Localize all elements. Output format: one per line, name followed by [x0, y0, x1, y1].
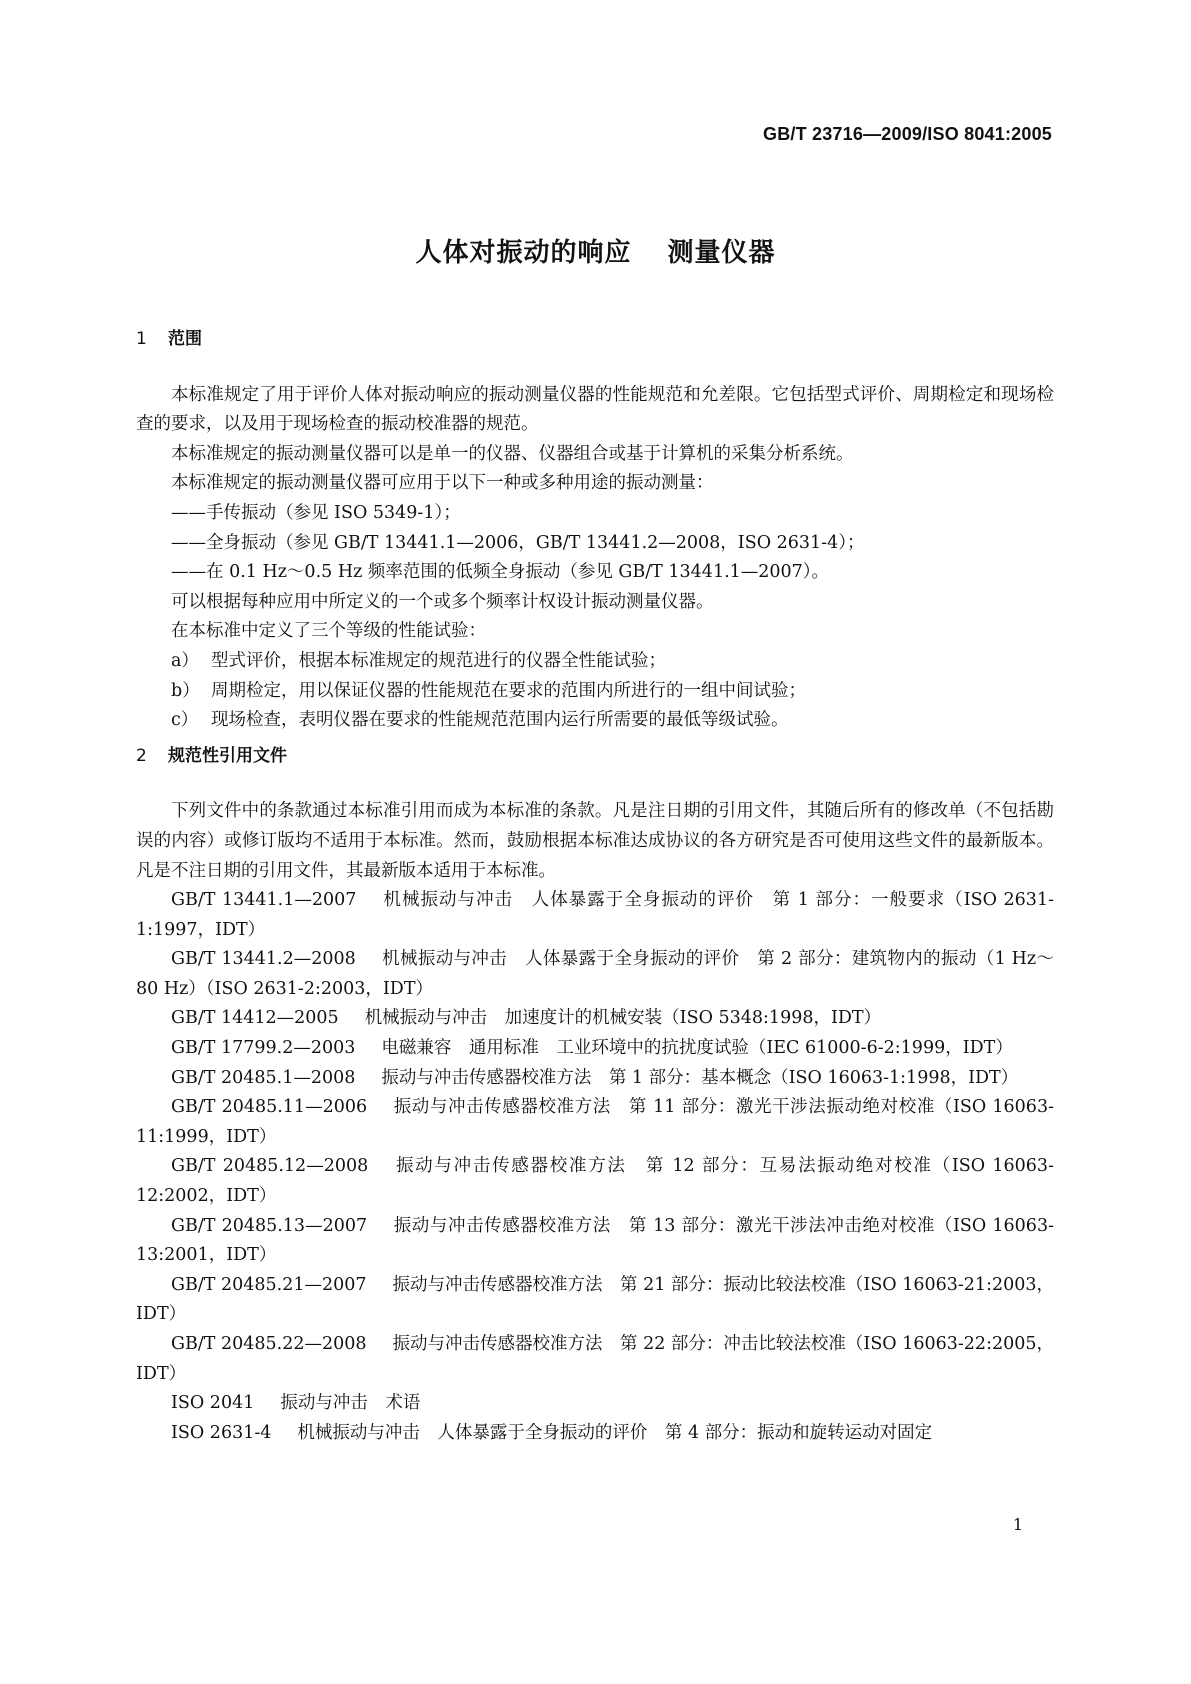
document-title: [0, 232, 1191, 269]
section-heading-scope: 1 范围: [136, 329, 202, 349]
reference-entry: GB/T 20485.22—2008 振动与冲击传感器校准方法 第 22 部分：冲击比较法校准（ISO 16063-22:2005，IDT）: [136, 1334, 1055, 1384]
document-body: [136, 325, 1054, 1448]
paragraph: 本标准规定的振动测量仪器可以是单一的仪器、仪器组合或基于计算机的采集分析系统。: [171, 443, 854, 464]
reference-entry: GB/T 20485.11—2006 振动与冲击传感器校准方法 第 11 部分：激光干涉法振动绝对校准（ISO 16063-11:1999，IDT）: [136, 1097, 1054, 1147]
title-part-1: 人体对振动的响应: [415, 238, 632, 268]
lettered-list-item: c） 现场检查，表明仪器在要求的性能规范范围内运行所需要的最低等级试验。: [171, 710, 789, 731]
reference-entry: GB/T 13441.1—2007 机械振动与冲击 人体暴露于全身振动的评价 第 1 部分：一般要求（ISO 2631-1:1997，IDT）: [136, 890, 1054, 940]
reference-entry: GB/T 20485.21—2007 振动与冲击传感器校准方法 第 21 部分：振动比较法校准（ISO 16063-21:2003，IDT）: [136, 1274, 1055, 1325]
reference-entry: ISO 2631-4 机械振动与冲击 人体暴露于全身振动的评价 第 4 部分：振动和旋转运动对固定: [171, 1422, 933, 1443]
paragraph: 本标准规定的振动测量仪器可应用于以下一种或多种用途的振动测量：: [171, 473, 714, 494]
reference-entry: GB/T 17799.2—2003 电磁兼容 通用标准 工业环境中的抗扰度试验（IEC 61000-6-2:1999，IDT）: [171, 1038, 1013, 1059]
page-number: 1: [1012, 1515, 1023, 1534]
reference-entry: GB/T 20485.12—2008 振动与冲击传感器校准方法 第 12 部分：互易法振动绝对校准（ISO 16063-12:2002，IDT）: [136, 1156, 1054, 1207]
dash-list-item: ——手传振动（参见 ISO 5349-1）；: [171, 502, 461, 523]
dash-list-item: ——在 0.1 Hz～0.5 Hz 频率范围的低频全身振动（参见 GB/T 13441.1—2007）。: [171, 562, 830, 583]
reference-entry: GB/T 13441.2—2008 机械振动与冲击 人体暴露于全身振动的评价 第 2 部分：建筑物内的振动（1 Hz～80 Hz）（ISO 2631-2:2003，IDT）: [136, 949, 1055, 999]
reference-entry: GB/T 20485.1—2008 振动与冲击传感器校准方法 第 1 部分：基本概念（ISO 16063-1:1998，IDT）: [171, 1067, 1019, 1088]
title-part-2: 测量仪器: [667, 238, 776, 268]
lettered-list-item: a） 型式评价，根据本标准规定的规范进行的仪器全性能试验；: [171, 650, 666, 671]
standard-code: GB/T 23716—2009/ISO 8041:2005: [763, 124, 1052, 144]
lettered-list-item: b） 周期检定，用以保证仪器的性能规范在要求的范围内所进行的一组中间试验；: [171, 680, 806, 701]
reference-entry: GB/T 20485.13—2007 振动与冲击传感器校准方法 第 13 部分：激光干涉法冲击绝对校准（ISO 16063-13:2001，IDT）: [136, 1215, 1054, 1266]
paragraph: 本标准规定了用于评价人体对振动响应的振动测量仪器的性能规范和允差限。它包括型式评价、周期检定和现场检查的要求，以及用于现场检查的振动校准器的规范。: [136, 384, 1054, 435]
reference-entry: GB/T 14412—2005 机械振动与冲击 加速度计的机械安装（ISO 5348:1998，IDT）: [171, 1008, 882, 1029]
section-heading-normative-references: 2 规范性引用文件: [136, 745, 287, 766]
paragraph: 下列文件中的条款通过本标准引用而成为本标准的条款。凡是注日期的引用文件，其随后所有的修改单（不包括勘误的内容）或修订版均不适用于本标准。然而，鼓励根据本标准达成协议的各方研究是否可使用这些文件的最新版本。凡是不注日期的引用文件，其最新版本适用于本标准。: [136, 801, 1054, 881]
paragraph: 可以根据每种应用中所定义的一个或多个频率计权设计振动测量仪器。: [171, 591, 714, 612]
dash-list-item: ——全身振动（参见 GB/T 13441.1—2006，GB/T 13441.2—2008，ISO 2631-4）；: [171, 532, 865, 553]
paragraph: 在本标准中定义了三个等级的性能试验：: [171, 621, 486, 642]
reference-entry: ISO 2041 振动与冲击 术语: [171, 1393, 421, 1414]
